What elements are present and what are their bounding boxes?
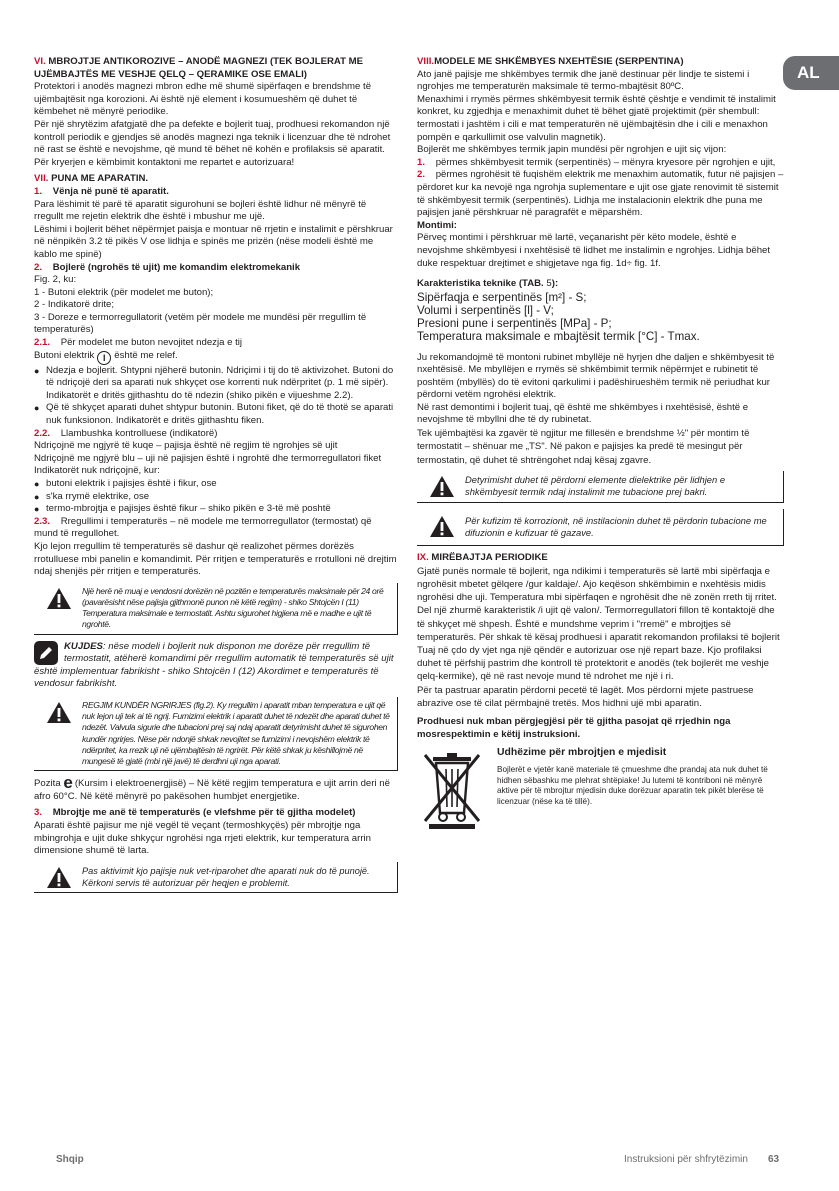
warning-icon [46, 866, 72, 889]
section-7-2-title: Bojlerë (ngrohës të ujit) me komandim elektromekanik [52, 261, 301, 273]
warning-box [417, 471, 784, 502]
tech-heading-end: ): [551, 278, 559, 290]
s8-item-1-text: përmes shkëmbyesit termik (serpentinës) – mënyra kryesore për ngrohjen e ujit, [435, 156, 776, 168]
warning-box [34, 583, 398, 635]
environment-text: Bojlerët e vjetër kanë materiale të çmueshme dhe prandaj ata nuk duhet të hidhen sëbashku me plehrat shtëpiake! Ju lutemi të kontriboni në mënyrë aktive për të mbrojtur mjedisin duke dorëzuar aparatin tek pikët blerëse të licenzuar (nëse ka të tillë). [497, 764, 768, 807]
spec-line: Volumi i serpentinës [l] - V; [417, 303, 554, 317]
warning-text: REGJIM KUNDËR NGRIRJES (fig.2). Ky rregullim i aparatit mban temperatura e ujit që nuk lejon uji tek ai të ngrij. Furnizimi elektrik i aparatit duhet të ndezët dhe aparati duhet të ndezët. Valvula sigurie dhe tubacioni prej saj ndaj aparatit detyrimisht duhet të sigurohen kundër ngrirjes. Nëse për ndonjë shkak nevojitet se furnizimi i nevojshëm elektrik të ndërpritet, ka rrezik uji në ujëmbajtësin të ngrirët. Për këtë shkak ju këshillojmë në mungesë të gjatë (mbi një javë) të derdhni uji nga aparati. [82, 699, 390, 766]
section-6-number: VI. [34, 56, 46, 67]
s22-paragraph: Ndriçojnë me ngjyrë blu – uji në pajisjen është i ngrohtë dhe termorregullatori fiket [34, 452, 382, 464]
warning-text: Detyrimisht duhet të përdorni elemente dielektrike për lidhjen e shkëmbyesit termik ndaj instalimit me tubacione prej bakri. [465, 474, 726, 498]
section-7-title: PUNA ME APARATIN. [51, 173, 149, 185]
section-2-3-title: Rregullimi i temperaturës – në modele me termorregullator (termostat) që mund të rregullohet. [34, 515, 372, 540]
section-2-1-number: 2.1. [34, 337, 51, 349]
liability-statement: Prodhuesi nuk mban përgjegjësi për të gjitha pasojat që rrjedhin nga mosrespektimin e këtij instruksioni. [417, 715, 731, 740]
s8-item-1-number: 1. [417, 156, 426, 168]
section-7-number: VII. [34, 173, 49, 185]
s8-paragraph: Ato janë pajisje me shkëmbyes termik dhe janë destinuar për lindje te sistemi i ngrohjes me temperaturën maksimale të termo-mbajtësit 80ºC. [417, 68, 750, 93]
warning-box [417, 509, 784, 546]
s22-paragraph: Ndriçojnë me ngjyrë të kuqe – pajisja është në regjim të ngrohjes së ujit [34, 440, 338, 452]
warning-box [34, 862, 398, 893]
language-tab: AL [783, 56, 839, 90]
crossed-bin-icon [417, 751, 487, 829]
section-9-title: MIRËBAJTJA PERIODIKE [431, 552, 548, 564]
bullet-item: ● Ndezja e bojlerit. Shtypni njëherë butonin. Ndriçimi i tij do të aktivizohet. Butoni do të ndriçojë deri sa aparati nuk shkyçet ose korrenti nuk ndërpritet (p. 1 më sipër). Indikatorët e dritës gjithashtu do të ndezin (shiko pikën e vijueshme 2.2). [34, 365, 398, 403]
section-7-2-number: 2. [34, 261, 43, 273]
section-9-heading [417, 552, 784, 565]
figure-reference: Fig. 2, ku: [34, 274, 77, 286]
section-2-2-title: Llambushka kontrolluese (indikatorë) [60, 427, 218, 439]
warning-icon [46, 701, 72, 724]
s8-paragraph: Menaxhimi i rrymës përmes shkëmbyesit termik është çështje e vendimit të instalimit konkret, ku zgjedhja e menaxhimit duhet të bëhet gjatë projektimit (për shembull: termostati i jashtëm i cili e mat temperaturën në ujëmbajtësin dhe i cili e menaxhon pompën e qarkullimit ose valvulin magnetik). [417, 93, 776, 143]
eco-text: (Kursim i elektroenergjisë) – Në këtë regjim temperatura e ujit arrin deri në afro 60°C. Në këtë mënyrë po pakësohen humbjet energjetike. [34, 778, 390, 802]
warning-icon [429, 515, 455, 538]
s6-paragraph: Për një shrytëzim afatgjatë dhe pa defekte e bojlerit tuaj, prodhuesi rekomandon një kontroll periodik e gjendjes së anodës magnezi nga teknik i licenzuar dhe të ndrohet në rast se është e nevojshme, që mund të bëhet në kohën e profilaksis së aparatit. [34, 118, 391, 156]
s22-paragraph: Indikatorët nuk ndriçojnë, kur: [34, 465, 160, 477]
footer-language: Shqip [56, 1154, 84, 1165]
section-9-number: IX. [417, 552, 429, 564]
s8-item-2-number: 2. [417, 169, 426, 181]
recommendation-paragraph: Në rast demontimi i bojlerit tuaj, që është me shkëmbyes i nxehtësisë, është e nevojshme të mbyllni dhe të dy rubinetat. [417, 401, 749, 426]
section-3-title: Mbrojtje me anë të temperaturës (e vlefshme për të gjitha modelet) [52, 807, 356, 819]
section-6-heading [34, 56, 398, 81]
section-2-2-number: 2.2. [34, 427, 51, 439]
section-2-3 [34, 516, 398, 541]
mounting-label: Montimi: [417, 219, 457, 231]
eco-mode-paragraph [34, 773, 398, 803]
warning-icon [429, 475, 455, 498]
power-button-label: Butoni elektrik [34, 349, 95, 361]
s3-paragraph: Aparati është pajisur me një vegël të veçant (termoshkyçës) për mbrojtje nga mbingrohja e ujit duke shkyçur ngrohësi nga rrjeti elektrik, kur temperatura arrin dimensione shumë të larta. [34, 819, 371, 857]
s8-item-2-text: përmes ngrohësit të fuqishëm elektrik me menaxhim automatik, futur në pajisjen – përdoret kur ka nevojë nga ngrohja suplementare e ujit ose gjate renovimit të sistemit të shkëmbyesit termik (serpentinës). Lidhja me instalacionin elektrik dhe puna me pajisjen janë përshkruar në paragrafët e mëparshëm. [417, 169, 784, 219]
spec-line: Presioni pune i serpentinës [MPa] - P; [417, 317, 612, 331]
left-column [34, 56, 398, 899]
warning-text: Pas aktivimit kjo pajisje nuk vet-riparohet dhe aparati nuk do të punojë. Kërkoni servis të autorizuar për heqjen e problemit. [82, 865, 370, 888]
section-6-title: MBROJTJE ANTIKOROZIVE – ANODË MAGNEZI (TEK BOJLERAT ME UJËMBAJTËS ME VESHJE QELQ – QERAMIKE OSE EMALI) [34, 56, 364, 80]
mounting-label-text: Montimi [417, 219, 454, 231]
eco-e-icon: e [63, 773, 73, 793]
tech-heading-text: Karakteristika teknike (TAB. [417, 278, 544, 290]
spec-line: Temperatura maksimale e mbajtësit termik [°C] - Tmax. [417, 330, 700, 344]
pencil-note-icon [34, 641, 58, 665]
s6-paragraph: Protektori i anodës magnezi mbron edhe më shumë sipërfaqen e brendshme të ujëmbajtësit nga korozioni. Ai është një element i kosumueshëm që duhet të këmbehet në mënyrë periodike. [34, 81, 372, 118]
section-7-1-number: 1. [34, 185, 43, 197]
s8-item-1 [417, 157, 784, 170]
figure-item: 1 - Butoni elektrik (për modelet me buton); [34, 286, 214, 298]
s8-paragraph: Bojlerët me shkëmbyes termik japin mundësi për ngrohjen e ujit siç vijon: [417, 144, 727, 156]
section-2-1 [34, 337, 398, 350]
section-3-number: 3. [34, 807, 43, 819]
warning-box [34, 697, 398, 771]
environment-box [417, 747, 784, 827]
page-number: 63 [768, 1154, 780, 1165]
power-icon: I [97, 351, 111, 365]
section-3-heading [34, 807, 398, 820]
power-button-line [34, 350, 398, 365]
section-2-1-text: Për modelet me buton nevojitet ndezja e tij [60, 337, 243, 349]
recommendation-paragraph: Tek ujëmbajtësi ka zgavër të ngjitur me fillesën e brendshme ½" për montim të termostatit – shënuar me „TS". Në pakon e pajisjes ka predë të mesingut për termostatin, që duhet të shtrëngohet ndaj kësaj zgavre. [417, 428, 750, 466]
figure-item: 2 - Indikatorë drite; [34, 299, 114, 311]
warning-text: Për kufizim të korrozionit, në instilacionin duhet të përdorin tubacione me difuzionin e kufizuar të gazave. [465, 514, 767, 538]
section-7-2-heading [34, 262, 398, 275]
section-7-1-heading [34, 186, 398, 199]
bullet-item: ● Që të shkyçet aparati duhet shtypur butonin. Butoni fiket, që do të thotë se aparati nuk funksionon. Indikatorët e dritës gjithashtu fiken. [34, 402, 398, 427]
tech-heading [417, 278, 784, 291]
section-7-1-title: Vënja në punë të aparatit. [52, 185, 169, 197]
right-column [417, 56, 784, 827]
s7-1-paragraph: Lëshimi i bojlerit bëhet nëpërmjet paisja e montuar në rrjetin e instalimit e përshkruar në nënpikën 3.2 të pikës V ose lidhja e spinës me prizën (nëse modeli është me kablo me spinë) [34, 223, 393, 260]
section-2-2 [34, 428, 398, 441]
footer-manual-title: Instruksioni për shfrytëzimin [624, 1154, 748, 1165]
mounting-paragraph: Përveç montimi i përshkruar më lartë, veçanarisht për këto modele, është e nevojshme shkëmbyesi i nxehtësisë të lidhet me instalimin e ngrohjes. Lidhja bëhet duke respektuar drejtimet e shigjetave nga fig. 1d÷ fig. 1f. [417, 232, 771, 269]
section-8-number: VIII. [417, 56, 435, 67]
tech-table-number: 5 [546, 278, 552, 290]
figure-item: 3 - Doreze e termorregullatorit (vetëm për modele me mundësi për rregullim të temperaturës) [34, 311, 367, 336]
section-8-heading [417, 56, 784, 69]
s23-paragraph: Kjo lejon rregullim të temperaturës së dashur që realizohet përmes dorëzës rrotulluese mbi panelin e komandimit. Për rritjen e temperaturës e rrotulloni në drejtim ndaj shenjës për rritjen e temperaturës. [34, 540, 397, 578]
caution-label: KUJDES [64, 640, 103, 652]
s6-paragraph: Për kryerjen e këmbimit kontaktoni me repartet e autorizuara! [34, 156, 295, 168]
caution-note [34, 641, 398, 691]
warning-text: Një herë në muaj e vendosni dorëzën në pozitën e temperaturës maksimale për 24 orë (pavarësisht nëse pajisja gjithmonë punon në këtë regjim) - shiko Shtojcën I (11) Temperatura maksimale e termostatit. Ashtu sigurohet higjiena më e madhe e ujit të ngrohtë. [82, 585, 384, 630]
recommendation-paragraph: Ju rekomandojmë të montoni rubinet mbyllëje në hyrjen dhe daljen e shkëmbyesit të nxehtësisë. Me mbyllëjen e rrymës së shkëmbimit termik nëpërmjet e rubinetit të poshtëm (mbyllës) do të evitoni qarkulimi i padëshirueshëm termik në periudhat kur përdorni vetëm ngrohësi elektrik. [417, 351, 775, 401]
section-7-heading [34, 173, 398, 186]
power-button-label-end: është me relef. [114, 349, 178, 361]
s9-paragraph: Për ta pastruar aparatin përdorni pecetë të lagët. Mos përdorni mjete pastruese abrazive ose të cilat përmbajnë tretës. Mos hidhni ujë mbi aparatin. [417, 684, 754, 709]
bullet-item: ● butoni elektrik i pajisjes është i fikur, ose [34, 478, 398, 491]
bullet-item: ● termo-mbrojtja e pajisjes është fikur – shiko pikën e 3-të më poshtë [34, 503, 398, 516]
eco-label: Pozita [34, 778, 61, 790]
section-2-3-number: 2.3. [34, 515, 51, 527]
caution-text: : nëse modeli i bojlerit nuk disponon me dorëze për rregullim të termostatit, atëherë komandimi për rregullim automatik të temperaturës së ujit është implementuar fabrikisht - shiko Shtojcën I (12) Akordimet e temperaturës të vendosur fabrikisht. [34, 640, 394, 690]
section-8-title: MODELE ME SHKËMBYES NXEHTËSIE (SERPENTINA) [434, 56, 684, 67]
s9-paragraph: Gjatë punës normale të bojlerit, nga ndikimi i temperaturës së lartë mbi sipërfaqja e ngrohësit mbetet gëlqere /gur kaldaje/. Ajo keqëson shkëmbimin e nxehtësis midis ngrohësi dhe uji. Temperatura mbi sipërfaqen e ngrohësit dhe në zonën rreth tij rritet. Del një zhurmë karakteristik /i ujit që valon/. Termorregullatori fillon të kontaktojë dhe të shkyçet më shpesh. Është e mundshme veprim i "rremë" e mbrojtjes së temperaturës. Për shkak të kësaj prodhuesi i aparatit rekomandon profilaksi të bojlerit Tuaj në çdo dy vjet nga një qëndër e autorizuar ose një repart baze. Kjo profilaksi duhet të përfshij pastrim dhe kontroll të protektorit e anodës (tek bojlerët me veshje qelq-kermike), që në rast nevoje mund të ndrohet me një i ri. [417, 565, 780, 683]
warning-icon [46, 587, 72, 610]
s8-item-2 [417, 169, 784, 219]
spec-line: Sipërfaqja e serpentinës [m²] - S; [417, 290, 587, 304]
s7-1-paragraph: Para lëshimit të parë të aparatit sigurohuni se bojleri është lidhur në mënyrë të rregullt me rejetin elektrik dhe është i mbushur me ujë. [34, 198, 367, 223]
environment-title: Udhëzime për mbrojtjen e mjedisit [497, 747, 667, 759]
bullet-item: ● s'ka rrymë elektrike, ose [34, 491, 398, 504]
